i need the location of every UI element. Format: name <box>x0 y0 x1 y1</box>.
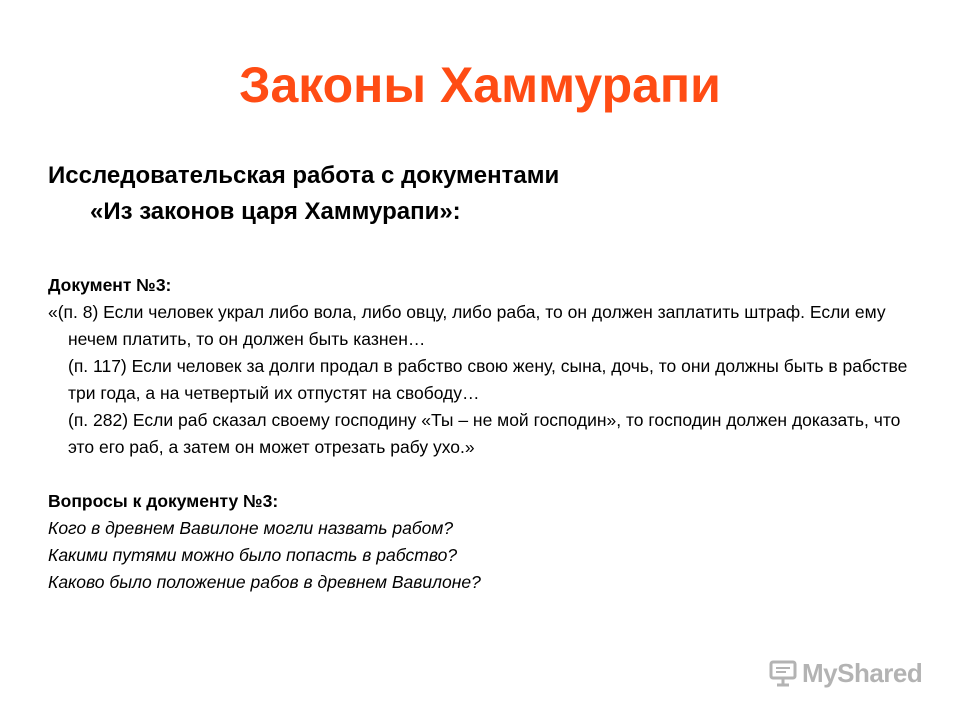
heading-line-2: «Из законов царя Хаммурапи»: <box>90 198 461 225</box>
questions-label: Вопросы к документу №3: <box>48 491 279 511</box>
slide-heading <box>48 158 908 230</box>
law-paragraph-117: (п. 117) Если человек за долги продал в рабство свою жену, сына, дочь, то они должны быть в рабстве три года, а на четвертый их отпустят на свободу… <box>68 356 908 403</box>
document-content <box>48 272 918 596</box>
spacer <box>48 461 918 488</box>
question-2: Какими путями можно было попасть в рабство? <box>48 545 458 565</box>
law-paragraph-8: «(п. 8) Если человек украл либо вола, либо овцу, либо раба, то он должен заплатить штраф. Если ему нечем платить, то он должен быть казнен… <box>48 302 886 349</box>
question-3: Каково было положение рабов в древнем Вавилоне? <box>48 572 481 592</box>
law-paragraph-282: (п. 282) Если раб сказал своему господину «Ты – не мой господин», то господин должен доказать, что это его раб, а затем он может отрезать рабу ухо.» <box>68 410 901 457</box>
slide-title: Законы Хаммурапи <box>239 57 721 113</box>
myshared-watermark <box>768 654 922 692</box>
document-label: Документ №3: <box>48 275 172 295</box>
presentation-board-icon <box>768 658 798 688</box>
watermark-text: MyShared <box>802 657 923 688</box>
heading-line-1: Исследовательская работа с документами <box>48 162 560 189</box>
question-1: Кого в древнем Вавилоне могли назвать рабом? <box>48 518 454 538</box>
